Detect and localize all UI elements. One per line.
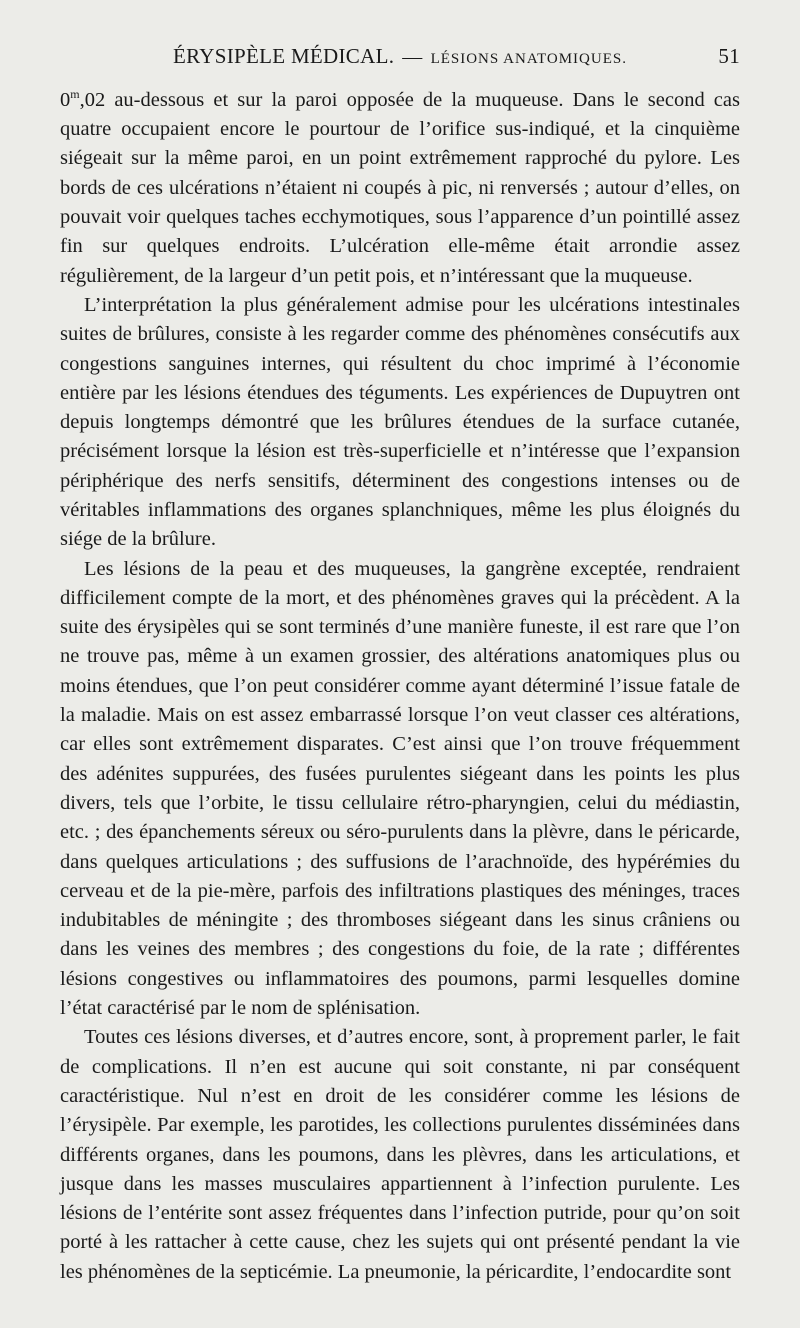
running-title xyxy=(60,44,740,69)
page-number: 51 xyxy=(718,44,740,68)
paragraph-1-start: 0 xyxy=(60,88,71,111)
running-title-main: ÉRYSIPÈLE MÉDICAL. xyxy=(173,44,395,68)
paragraph-1-text: ,02 au-dessous et sur la paroi opposée de la muqueuse. Dans le second cas quatre occupaient encore le pourtour de l’orifice sus-indiqué, et la cinquième siégeait sur la même paroi, en un point extrêmement rapproché du pylore. Les bords de ces ulcérations n’étaient ni coupés à pic, ni renversés ; autour d’elles, on pouvait voir quelques taches ecchymotiques, sous l’apparence d’un pointillé assez fin sur quelques endroits. L’ulcération elle-même était arrondie assez régulièrement, de la largeur d’un petit pois, et n’intéressant que la muqueuse. xyxy=(60,88,740,287)
paragraph-4: Toutes ces lésions diverses, et d’autres encore, sont, à proprement parler, le fait de complications. Il n’en est aucune qui soit constante, ni par conséquent caractéristique. Nul n’est en droit de les considérer comme les lésions de l’érysipèle. Par exemple, les parotides, les collections purulentes disséminées dans différents organes, dans les poumons, dans les plèvres, dans les articulations, et jusque dans les masses musculaires appartiennent à l’infection purulente. Les lésions de l’entérite sont assez fréquentes dans l’infection putride, pour qu’on soit porté à les rattacher à cette cause, chez les sujets qui ont présenté pendant la vie les phénomènes de la septicémie. La pneumonie, la péricardite, l’endocardite sont xyxy=(60,1026,740,1283)
running-header xyxy=(60,44,740,74)
running-title-dash: — xyxy=(402,46,423,68)
paragraph-3: Les lésions de la peau et des muqueuses, la gangrène exceptée, rendraient difficilement compte de la mort, et des phénomènes graves qui la précèdent. A la suite des érysipèles qui se sont terminés d’une manière funeste, il est rare que l’on ne trouve pas, même à un examen grossier, des altérations anatomiques plus ou moins étendues, que l’on peut considérer comme ayant déterminé l’issue fatale de la maladie. Mais on est assez embarrassé lorsque l’on veut classer ces altérations, car elles sont extrêmement disparates. C’est ainsi que l’on trouve fréquemment des adénites suppurées, des fusées purulentes siégeant dans les points les plus divers, tels que l’orbite, le tissu cellulaire rétro-pharyngien, celui du médiastin, etc. ; des épanchements séreux ou séro-purulents dans la plèvre, dans le péricarde, dans quelques articulations ; des suffusions de l’arachnoïde, des hypérémies du cerveau et de la pie-mère, parfois des infiltrations plastiques des méninges, traces indubitables de méningite ; des thromboses siégeant dans les sinus crâniens ou dans les veines des membres ; des congestions du foie, de la rate ; différentes lésions congestives ou inflammatoires des poumons, parmi lesquelles domine l’état caractérisé par le nom de splénisation. xyxy=(60,557,740,1020)
paragraph-1-superscript: m xyxy=(70,87,80,101)
running-title-sub: LÉSIONS ANATOMIQUES. xyxy=(430,51,627,67)
paragraph-2: L’interprétation la plus généralement admise pour les ulcérations intestinales suites de brûlures, consiste à les regarder comme des phénomènes consécutifs aux congestions sanguines internes, qui résultent du choc imprimé à l’économie entière par les lésions étendues des téguments. Les expériences de Dupuytren ont depuis longtemps démontré que les brûlures étendues de la surface cutanée, précisément lorsque la lésion est très-superficielle et n’intéresse que l’expansion périphérique des nerfs sensitifs, déterminent des congestions intenses ou de véritables inflammations des organes splanchniques, même les plus éloignés du siége de la brûlure. xyxy=(60,293,740,551)
body-text xyxy=(60,80,740,1287)
paragraph-1 xyxy=(60,80,740,291)
